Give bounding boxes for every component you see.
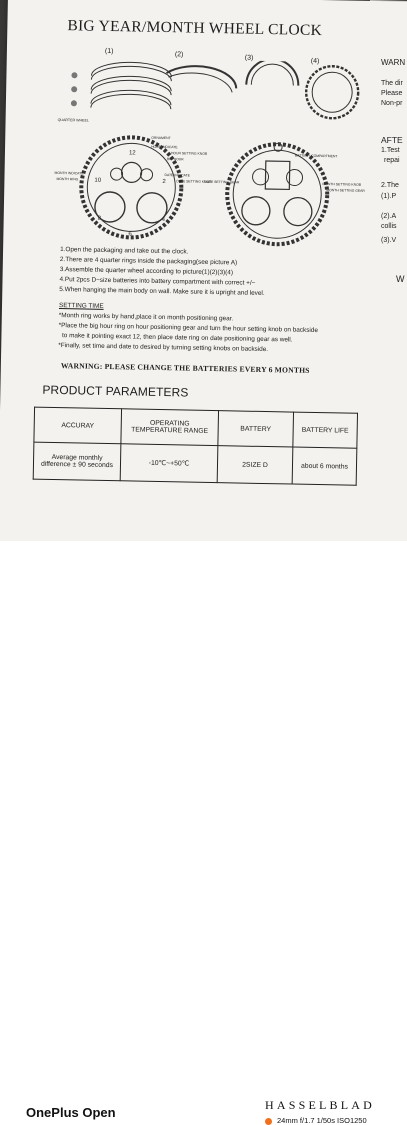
camera-params: 24mm f/1.7 1/50s ISO1250 [277, 1116, 367, 1125]
label-month-setting-knob: MONTH SETTING KNOB [322, 182, 362, 187]
step-line: 5.When hanging the main body on wall. Make sure it is upright and level. [59, 286, 265, 297]
device-name: OnePlus Open [26, 1105, 116, 1120]
camera-brand: HASSELBLAD [265, 1098, 376, 1112]
picture-label-1: (1) [104, 47, 114, 56]
picture-label-2: (2) [174, 51, 184, 59]
manual-sheet [0, 0, 407, 541]
svg-text:10: 10 [94, 177, 102, 184]
svg-text:12: 12 [128, 150, 136, 157]
table-cell: Average monthly difference ± 90 seconds [33, 442, 121, 481]
label-quarter-wheel: QUARTER WHEEL [57, 117, 89, 123]
label-month-ring: MONTH RING [56, 176, 79, 182]
step-line: 2.There are 4 quarter rings inside the packaging(see picture A) [59, 256, 238, 267]
product-parameters-title: PRODUCT PARAMETERS [42, 382, 189, 400]
setting-line: to make it pointing exact 12, then place date ring on date positioning gear as well. [58, 332, 293, 344]
table-header: OPERATING TEMPERATURE RANGE [121, 409, 219, 446]
camera-watermark-bar [0, 541, 407, 1125]
table-row [33, 442, 357, 485]
right-fragment: 1.Test [381, 147, 400, 154]
brand-dot-icon [265, 1118, 272, 1125]
right-fragment: Non-pr [381, 100, 403, 107]
right-fragment: (3).V [381, 237, 397, 244]
svg-text:4: 4 [161, 216, 166, 224]
battery-warning: WARNING: PLEASE CHANGE THE BATTERIES EVERY 6 MONTHS [60, 361, 310, 375]
label-date-setting-knob: DATE SETTING KNOB [176, 179, 212, 184]
right-fragment: repai [384, 157, 400, 164]
label-hour-setting-knob: HOUR SETTING KNOB [170, 151, 208, 156]
right-fragment: AFTE [381, 135, 403, 145]
parameters-table [33, 407, 358, 486]
table-cell: 2SIZE D [217, 446, 293, 484]
table-header: BATTERY LIFE [293, 412, 358, 448]
step-line: 1.Open the packaging and take out the clock. [60, 246, 189, 256]
right-fragment: (2).A [381, 213, 397, 220]
table-header: ACCURAY [34, 407, 122, 444]
label-big-hour: BIG HOUR [166, 157, 184, 162]
step-line: 3.Assemble the quarter wheel according to picture(1)(2)(3)(4) [59, 266, 234, 277]
label-hour-indicate: HOUR INDICATE [151, 144, 178, 150]
right-fragment: 2.The [381, 182, 399, 189]
assembly-steps [59, 245, 265, 299]
label-battery-compartment: BATTERY COMPARTMENT [294, 153, 338, 159]
right-fragment: The dir [381, 80, 403, 87]
label-month-indicate: MONTH INDICATE [54, 170, 84, 176]
right-fragment: W [396, 274, 405, 284]
label-month-setting-gear: MONTH SETTING GEAR [326, 188, 365, 193]
setting-time-heading: SETTING TIME [58, 302, 104, 310]
label-date-indicate: DATE INDICATE [164, 173, 190, 178]
right-fragment: Please [381, 90, 403, 97]
photo-area [0, 0, 407, 541]
manual-title: BIG YEAR/MONTH WHEEL CLOCK [67, 17, 323, 40]
assembly-diagram [45, 54, 366, 133]
right-fragment: WARN [381, 58, 406, 67]
step-line: 4.Put 2pcs D~size batteries into battery compartment with correct +/− [59, 276, 256, 287]
svg-text:6: 6 [128, 231, 132, 238]
right-fragment: (1).P [381, 193, 397, 200]
picture-label-4: (4) [310, 57, 320, 65]
label-date-setting-gear: DATE SETTING GEAR [204, 179, 240, 185]
table-cell: -10℃~+50℃ [120, 444, 218, 483]
table-cell: about 6 months [292, 447, 357, 485]
svg-text:8: 8 [97, 215, 102, 222]
setting-time-section [58, 301, 318, 356]
right-fragment: collis [381, 223, 397, 230]
table-header: BATTERY [218, 411, 294, 447]
label-ornament: ORNAMENT [151, 135, 171, 141]
setting-line: *Place the big hour ring on hour positioning gear and turn the hour setting knob on backside [58, 322, 319, 335]
setting-line: *Finally, set time and date to desired by turning setting knobs on backside. [58, 342, 269, 354]
setting-line: *Month ring works by hand,place it on month positioning gear. [58, 312, 234, 323]
svg-text:2: 2 [162, 178, 166, 186]
picture-label-3: (3) [244, 54, 254, 62]
